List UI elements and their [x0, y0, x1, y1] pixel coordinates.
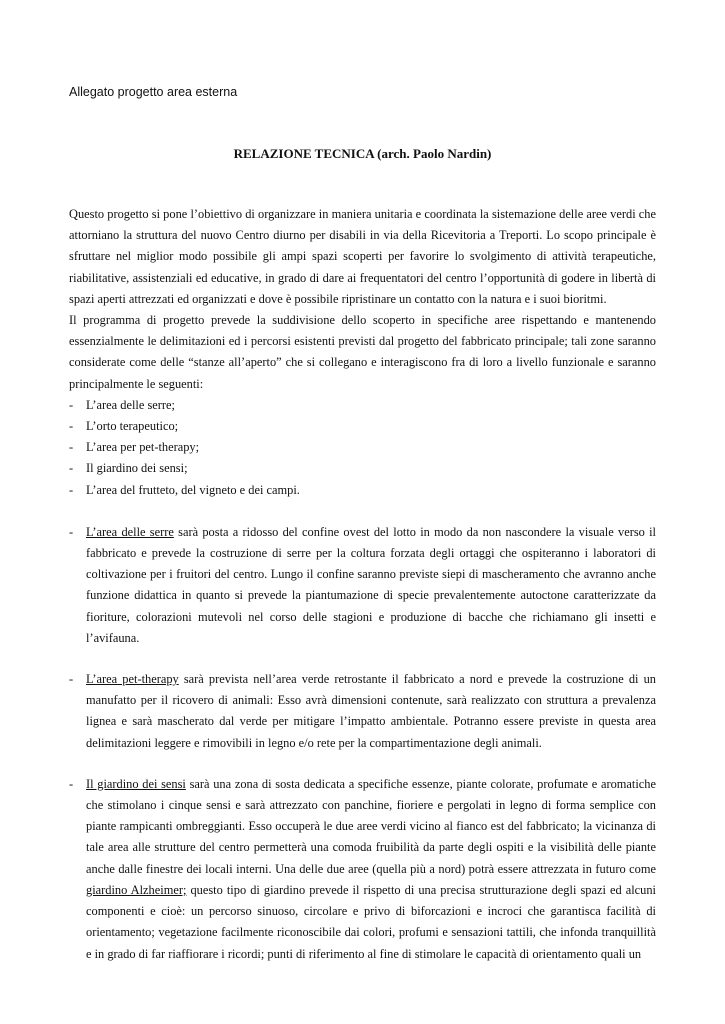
areas-list	[69, 395, 656, 501]
attachment-note: Allegato progetto area esterna	[69, 85, 238, 99]
areas-list-item: - Il giardino dei sensi;	[69, 458, 656, 479]
document-body	[69, 204, 656, 965]
intro-paragraph: Questo progetto si pone l’obiettivo di organizzare in maniera unitaria e coordinata la sistemazione delle aree verdi che attorniano la struttura del nuovo Centro diurno per disabili in via della Ricevitoria a Treporti. Lo scopo principale è sfruttare nel miglior modo possibile gli ampi spazi scoperti per favorire lo svolgimento di attività terapeutiche, riabilitative, assistenziali ed educative, in grado di dare ai frequentatori del centro l’opportunità di godere in libertà di spazi aperti attrezzati ed organizzati e dove è possibile ripristinare un contatto con la natura e i suoi bioritmi.	[69, 207, 656, 306]
program-paragraph: Il programma di progetto prevede la suddivisione dello scoperto in specifiche aree rispettando e mantenendo essenzialmente le delimitazioni ed i percorsi esistenti previsti dal progetto del fabbricato principale; tali zone saranno considerate come delle “stanze all’aperto” che si collegano e interagiscono fra di loro a livello funzionale e saranno principalmente le seguenti:	[69, 313, 656, 391]
section-pet-therapy	[69, 669, 656, 754]
section-text: sarà una zona di sosta dedicata a specifiche essenze, piante colorate, profumate e aromatiche che stimolano i cinque sensi e sarà attrezzato con panchine, fioriere e pergolati in legno di forma semplice con piante rampicanti ombreggianti. Esso occuperà le due aree verdi vicino al fianco est del fabbricato; la vicinanza di tale area alle strutture del centro permetterà una comoda fruibilità da parte degli ospiti e la visibilità delle piante anche dalle finestre dei locali interni. Una delle due aree (quella più a nord) potrà essere attrezzata in futuro come	[86, 776, 656, 876]
areas-list-item: - L’area per pet-therapy;	[69, 437, 656, 458]
section-heading: L’area delle serre	[86, 524, 174, 539]
section-heading: L’area pet-therapy	[86, 672, 179, 687]
document-title: RELAZIONE TECNICA (arch. Paolo Nardin)	[233, 146, 492, 161]
section-giardino-sensi	[69, 774, 656, 965]
alzheimer-garden-term: giardino Alzheimer;	[86, 882, 187, 897]
bullet-dash: -	[69, 776, 74, 791]
section-text: sarà prevista nell’area verde retrostante il fabbricato a nord e prevede la costruzione di un manufatto per il ricovero di animali: Esso avrà dimensioni contenute, sarà realizzato con struttura a prevalenza lignea e sarà mascherato dal verde per mitigare l’impatto ambientale. Potranno essere previste in questa area delimitazioni leggere e rimovibili in legno e/o rete per la compartimentazione degli animali.	[86, 672, 657, 750]
areas-list-item: - L’area delle serre;	[69, 395, 656, 416]
bullet-dash: -	[69, 672, 74, 687]
areas-list-item: - L’orto terapeutico;	[69, 416, 656, 437]
section-heading: Il giardino dei sensi	[86, 776, 186, 791]
section-serre	[69, 522, 656, 649]
section-text: sarà posta a ridosso del confine ovest del lotto in modo da non nascondere la visuale verso il fabbricato e prevede la costruzione di serre per la coltura forzata degli ortaggi che ospiteranno i laboratori di coltivazione per i fruitori del centro. Lungo il confine saranno previste siepi di mascheramento che avranno anche funzione didattica in quanto si prevede la piantumazione di specie prevalentemente autoctone caratterizzate da fioriture, colorazioni mutevoli nel corso delle stagioni e produzione di bacche che richiamano gli insetti e l’avifauna.	[86, 524, 657, 645]
section-text-continued: questo tipo di giardino prevede il rispetto di una precisa strutturazione degli spazi ed alcuni componenti e cioè: un percorso sinuoso, circolare e privo di biforcazioni e incroci che garantisca facilità di orientamento; vegetazione facilmente riconoscibile dai colori, profumi e sensazioni tattili, che infonda tranquillità e in grado di far riaffiorare i ricordi; punti di riferimento al fine di stimolare le capacità di orientamento quali un	[86, 882, 656, 961]
areas-list-item: - L’area del frutteto, del vigneto e dei campi.	[69, 480, 656, 501]
bullet-dash: -	[69, 524, 74, 539]
